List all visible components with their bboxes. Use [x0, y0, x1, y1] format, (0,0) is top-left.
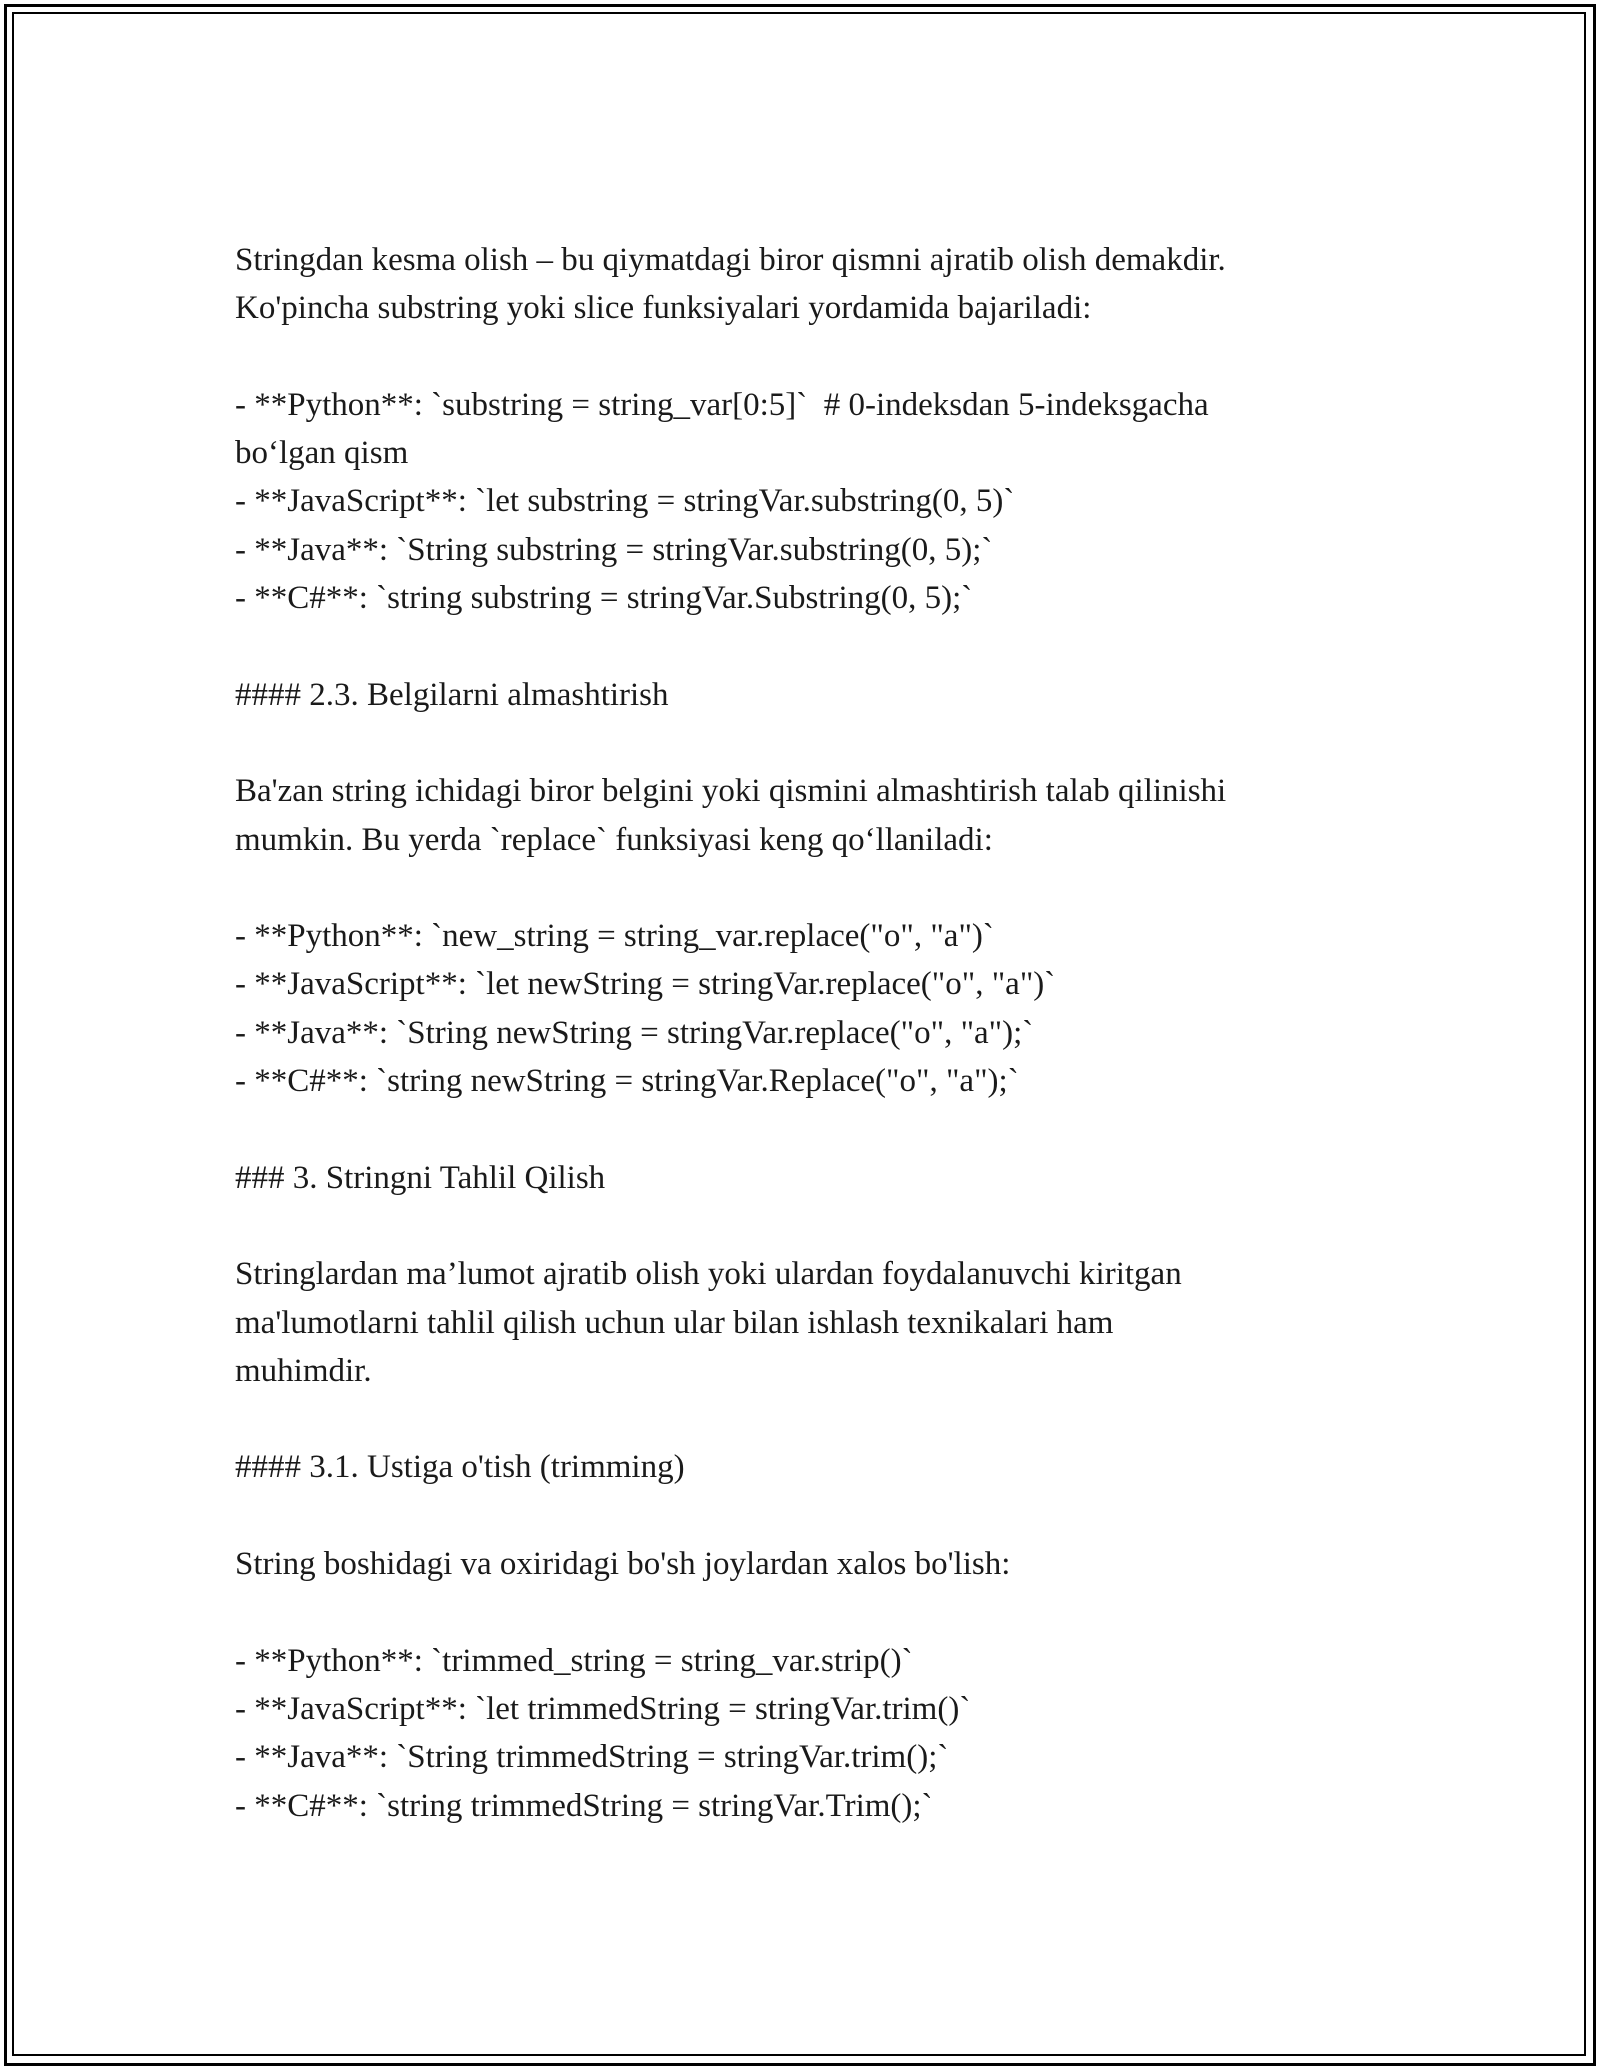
list-item-java: - **Java**: `String trimmedString = stringVar.trim();`: [235, 1739, 949, 1776]
list-item-javascript: - **JavaScript**: `let substring = stringVar.substring(0, 5)`: [235, 483, 1015, 520]
section-heading-3: ### 3. Stringni Tahlil Qilish: [235, 1159, 606, 1196]
section-heading-3-1: #### 3.1. Ustiga o'tish (trimming): [235, 1449, 685, 1486]
replace-paragraph: [235, 767, 1375, 864]
list-item-java: - **Java**: `String newString = stringVar.replace("o", "a");`: [235, 1014, 1034, 1051]
list-item-javascript: - **JavaScript**: `let trimmedString = stringVar.trim()`: [235, 1690, 971, 1727]
list-item-python: - **Python**: `substring = string_var[0:5]` # 0-indeksdan 5-indeksgacha: [235, 386, 1209, 423]
blank-line: [235, 622, 1375, 670]
blank-line: [235, 1492, 1375, 1540]
blank-line: [235, 1588, 1375, 1636]
list-item-python: - **Python**: `new_string = string_var.replace("o", "a")`: [235, 918, 994, 955]
text-line: mumkin. Bu yerda `replace` funksiyasi keng qo‘llaniladi:: [235, 821, 993, 858]
text-line: Stringlardan ma’lumot ajratib olish yoki ulardan foydalanuvchi kiritgan: [235, 1256, 1182, 1293]
section-heading-2-3: #### 2.3. Belgilarni almashtirish: [235, 676, 669, 713]
blank-line: [235, 1395, 1375, 1443]
list-item-javascript: - **JavaScript**: `let newString = stringVar.replace("o", "a")`: [235, 966, 1056, 1003]
replace-list: [235, 912, 1375, 1105]
list-item-python: - **Python**: `trimmed_string = string_var.strip()`: [235, 1642, 913, 1679]
blank-line: [235, 333, 1375, 381]
substring-list: [235, 381, 1375, 622]
trim-list: [235, 1637, 1375, 1830]
text-line: muhimdir.: [235, 1352, 372, 1389]
analysis-paragraph: [235, 1250, 1375, 1395]
text-line: Stringdan kesma olish – bu qiymatdagi biror qismni ajratib olish demakdir.: [235, 242, 1226, 278]
list-item-csharp: - **C#**: `string substring = stringVar.Substring(0, 5);`: [235, 580, 973, 617]
blank-line: [235, 864, 1375, 912]
list-item-csharp: - **C#**: `string trimmedString = stringVar.Trim();`: [235, 1787, 933, 1824]
trim-paragraph: String boshidagi va oxiridagi bo'sh joylardan xalos bo'lish:: [235, 1546, 1011, 1583]
document-body: [235, 236, 1375, 1830]
blank-line: [235, 1202, 1375, 1250]
text-line: ma'lumotlarni tahlil qilish uchun ular bilan ishlash texnikalari ham: [235, 1304, 1114, 1341]
blank-line: [235, 719, 1375, 767]
blank-line: [235, 1105, 1375, 1153]
text-line: Ko'pincha substring yoki slice funksiyalari yordamida bajariladi:: [235, 290, 1092, 327]
list-item-java: - **Java**: `String substring = stringVar.substring(0, 5);`: [235, 531, 993, 568]
intro-paragraph: [235, 236, 1375, 333]
list-item-python-continued: bo‘lgan qism: [235, 435, 409, 472]
list-item-csharp: - **C#**: `string newString = stringVar.Replace("o", "a");`: [235, 1063, 1019, 1100]
text-line: Ba'zan string ichidagi biror belgini yoki qismini almashtirish talab qilinishi: [235, 773, 1227, 810]
